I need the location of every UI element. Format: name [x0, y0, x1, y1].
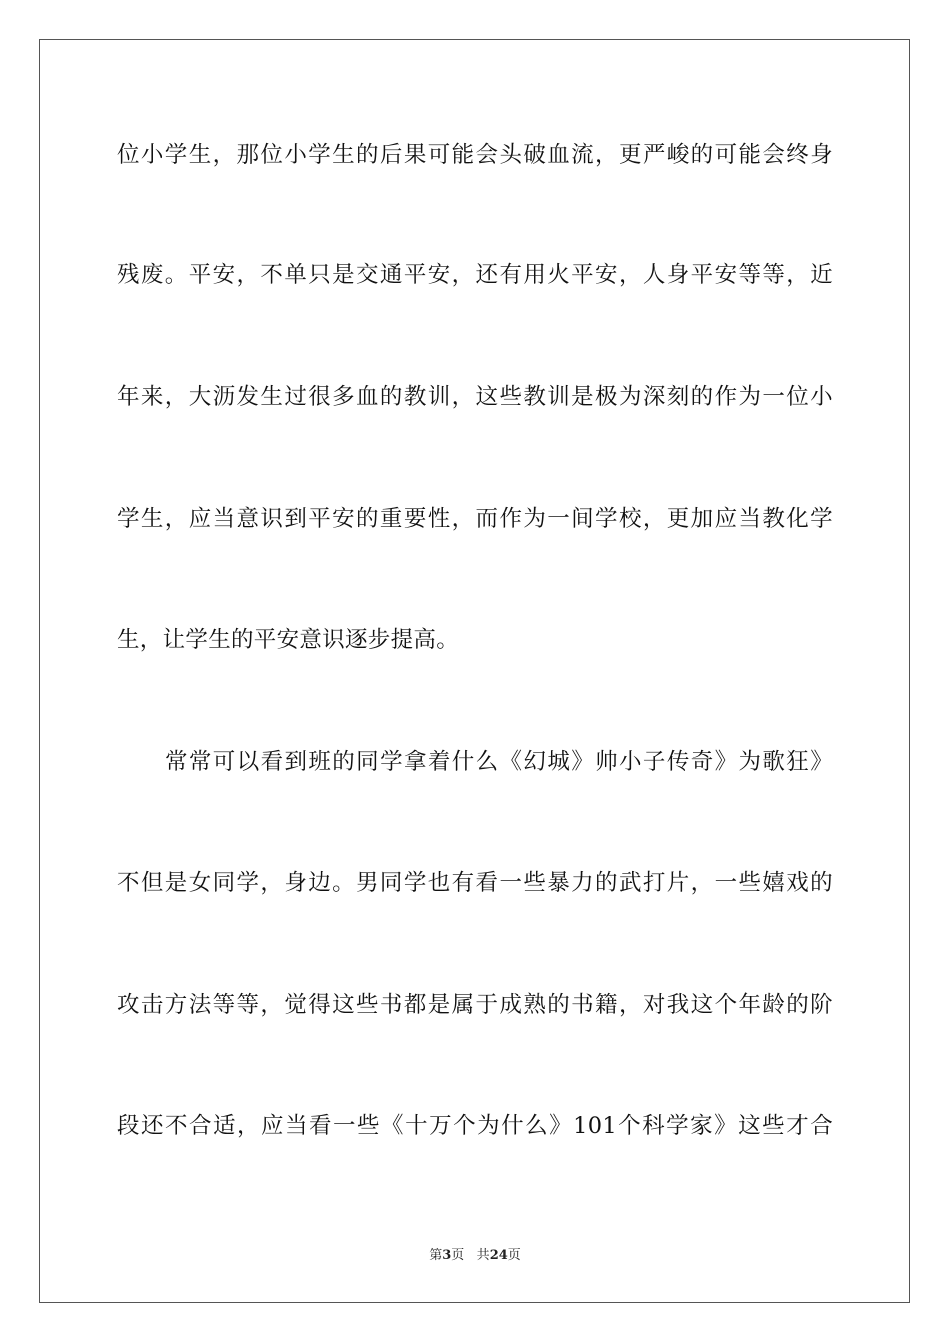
body-line-1: 位小学生，那位小学生的后果可能会头破血流，更严峻的可能会终身	[117, 142, 833, 168]
page-footer	[0, 1247, 950, 1265]
footer-total-pages: 24	[489, 1248, 508, 1263]
footer-page-number: 3	[442, 1248, 452, 1263]
body-line-8: 攻击方法等等，觉得这些书都是属于成熟的书籍，对我这个年龄的阶	[117, 992, 833, 1018]
body-line-5: 生，让学生的平安意识逐步提高。	[117, 627, 460, 653]
body-line-2: 残废。平安，不单只是交通平安，还有用火平安，人身平安等等，近	[117, 262, 833, 288]
footer-page-suffix: 页	[451, 1248, 465, 1263]
footer-page-prefix: 第	[429, 1248, 443, 1263]
body-line-3: 年来，大沥发生过很多血的教训，这些教训是极为深刻的作为一位小	[117, 384, 833, 410]
body-line-9: 段还不合适，应当看一些《十万个为什么》101个科学家》这些才合	[117, 1113, 833, 1139]
footer-total-prefix: 共	[476, 1248, 490, 1263]
body-line-7: 不但是女同学，身边。男同学也有看一些暴力的武打片，一些嬉戏的	[117, 870, 833, 896]
body-line-4: 学生，应当意识到平安的重要性，而作为一间学校，更加应当教化学	[117, 506, 833, 532]
paragraph-2-line-1: 常常可以看到班的同学拿着什么《幻城》帅小子传奇》为歌狂》	[165, 749, 833, 775]
footer-total-suffix: 页	[507, 1248, 521, 1263]
